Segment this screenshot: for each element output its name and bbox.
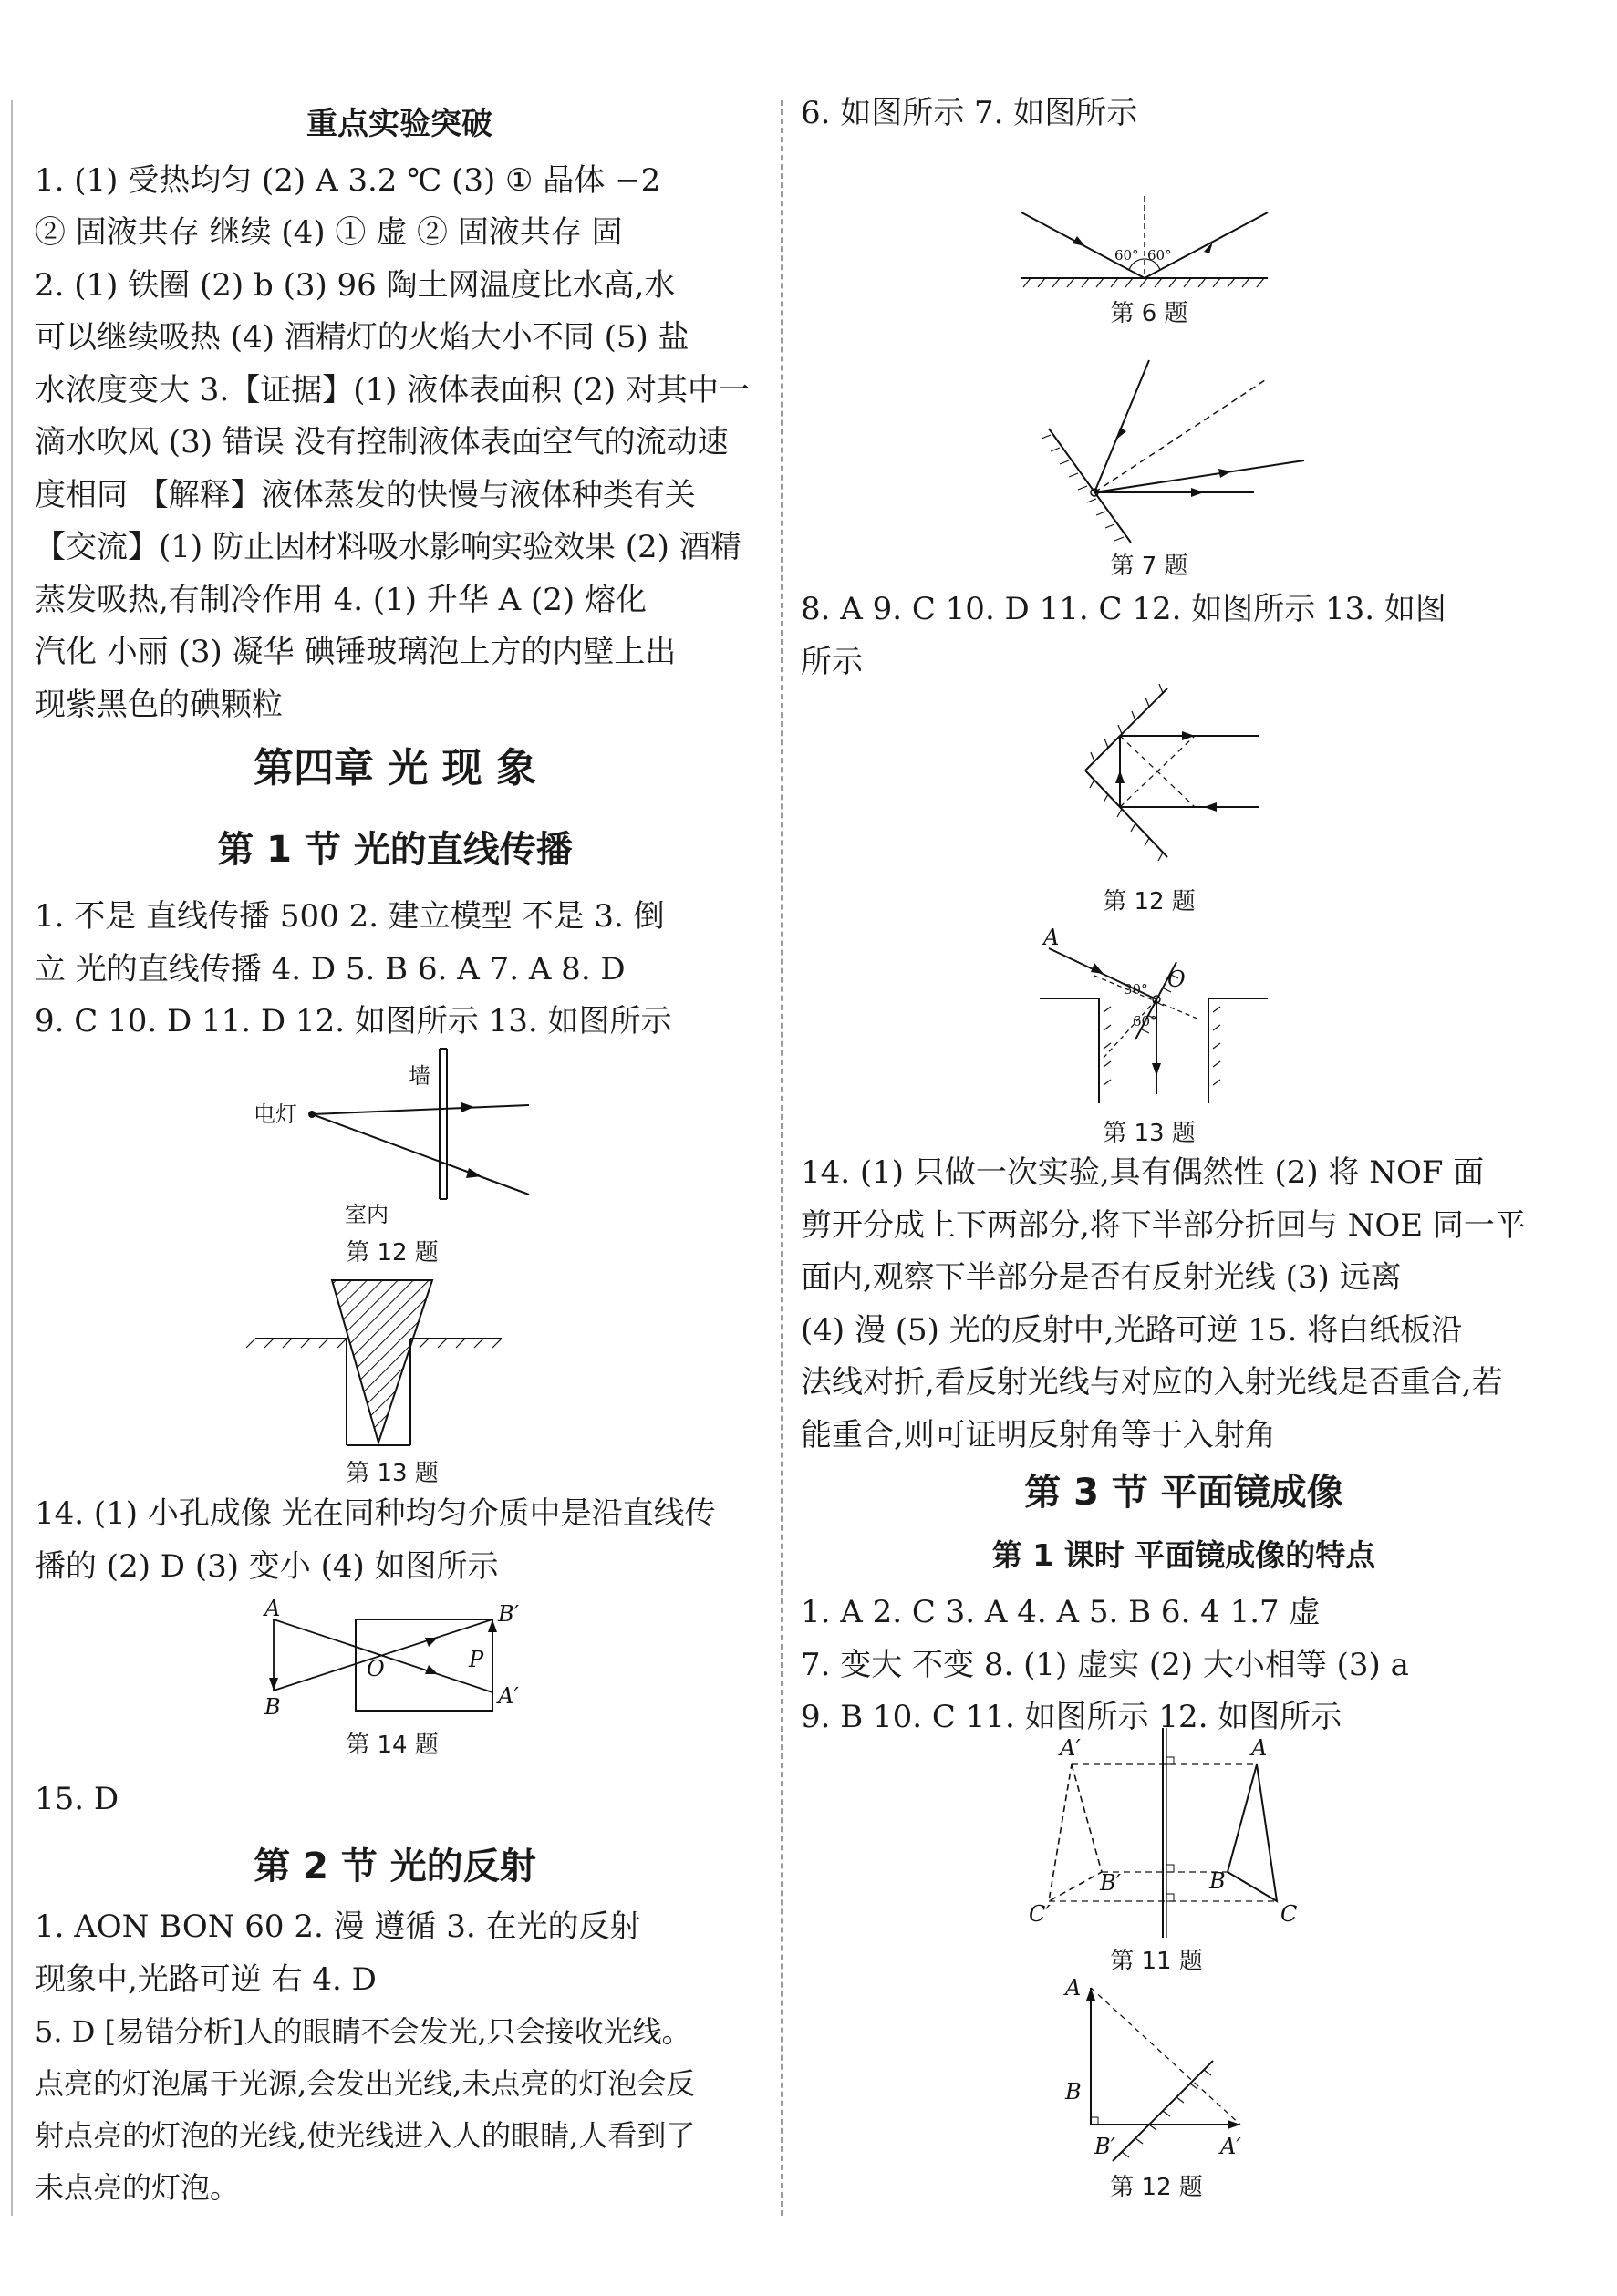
exp-line: 现紫黑色的碘颗粒	[35, 686, 283, 723]
figure-lamp-wall	[246, 1049, 547, 1258]
page-edge	[11, 100, 13, 2216]
caption-6: 第 6 题	[1110, 300, 1188, 327]
fig13r-30: 30°	[1124, 981, 1148, 998]
caption-13: 第 13 题	[346, 1460, 439, 1487]
figure-reflection-6	[1012, 196, 1286, 305]
q15-answer: 15. D	[35, 1781, 119, 1817]
exp-line: 蒸发吸热,有制冷作用 4. (1) 升华 A (2) 熔化	[35, 581, 647, 618]
figure-mirror-triangle	[1021, 1728, 1304, 1938]
right-q14-15	[801, 1147, 1567, 1462]
answer-line: 9. B 10. C 11. 如图所示 12. 如图所示	[801, 1699, 1342, 1735]
caption-7: 第 7 题	[1110, 553, 1188, 580]
caption-13r: 第 13 题	[1103, 1120, 1196, 1147]
answer-line: 7. 变大 不变 8. (1) 虚实 (2) 大小相等 (3) a	[801, 1646, 1409, 1683]
answer-line: 9. C 10. D 11. D 12. 如图所示 13. 如图所示	[35, 1003, 672, 1039]
right-top-line: 6. 如图所示 7. 如图所示	[801, 95, 1138, 131]
fig14-O: O	[367, 1656, 385, 1681]
figure-diagonal-mirror	[1058, 1970, 1268, 2166]
analysis-line: 射点亮的灯泡的光线,使光线进入人的眼睛,人看到了	[35, 2118, 696, 2153]
lamp-label: 电灯	[254, 1101, 297, 1127]
fig11-C2: C′	[1029, 1901, 1051, 1927]
fig14-A2: A′	[498, 1683, 519, 1709]
answer-line: 现象中,光路可逆 右 4. D	[35, 1960, 377, 1998]
answer-line: 14. (1) 只做一次实验,具有偶然性 (2) 将 NOF 面	[801, 1154, 1485, 1191]
room-label: 室内	[345, 1202, 389, 1227]
exp-line: 【交流】(1) 防止因材料吸水影响实验效果 (2) 酒精	[35, 529, 741, 565]
answer-line: 面内,观察下半部分是否有反射光线 (3) 远离	[801, 1259, 1402, 1296]
exp-line: 2. (1) 铁圈 (2) b (3) 96 陶土网温度比水高,水	[35, 266, 676, 304]
fig6-angle-1: 60°	[1114, 247, 1139, 264]
fig12b-A: A	[1065, 1975, 1082, 2001]
section-2-title: 第 2 节 光的反射	[254, 1846, 536, 1887]
wall-label: 墙	[409, 1063, 430, 1089]
caption-11: 第 11 题	[1110, 1948, 1203, 1975]
answer-line: 剪开分成上下两部分,将下半部分折回与 NOE 同一平	[801, 1206, 1526, 1244]
s1-answers	[35, 891, 764, 1049]
caption-14: 第 14 题	[346, 1732, 439, 1759]
fig13r-O: O	[1167, 967, 1186, 992]
fig14-A: A	[264, 1596, 281, 1621]
answer-line: 能重合,则可证明反射角等于入射角	[801, 1416, 1276, 1453]
fig14-P: P	[469, 1647, 484, 1672]
answer-line: 法线对折,看反射光线与对应的入射光线是否重合,若	[801, 1364, 1503, 1401]
fig13r-A: A	[1043, 925, 1060, 950]
caption-12r: 第 12 题	[1103, 888, 1196, 915]
fig6-angle-2: 60°	[1147, 247, 1172, 264]
q5-analysis	[35, 2006, 764, 2214]
figure-corner-mirror	[1076, 679, 1277, 889]
right-answers-8-13	[801, 584, 1567, 688]
exp-line: 水浓度变大 3.【证据】(1) 液体表面积 (2) 对其中一	[35, 371, 750, 409]
fig11-B2: B′	[1100, 1870, 1122, 1896]
chapter-title: 第四章 光 现 象	[254, 745, 536, 791]
answer-line: 8. A 9. C 10. D 11. C 12. 如图所示 13. 如图	[801, 591, 1446, 627]
answer-line: 1. 不是 直线传播 500 2. 建立模型 不是 3. 倒	[35, 898, 665, 935]
caption-12b: 第 12 题	[1110, 2174, 1203, 2201]
exp-line: 滴水吹风 (3) 错误 没有控制液体表面空气的流动速	[35, 424, 729, 460]
exp-line: ② 固液共存 继续 (4) ① 虚 ② 固液共存 固	[35, 214, 623, 251]
caption-12: 第 12 题	[346, 1239, 439, 1267]
fig12b-A2: A′	[1220, 2134, 1241, 2159]
s3-answers	[801, 1587, 1567, 1744]
fig14-B: B	[264, 1694, 281, 1720]
fig11-B: B	[1209, 1868, 1226, 1894]
answer-line: 播的 (2) D (3) 变小 (4) 如图所示	[35, 1547, 499, 1585]
fig12b-B2: B′	[1094, 2134, 1116, 2159]
exp-line: 可以继续吸热 (4) 酒精灯的火焰大小不同 (5) 盐	[35, 319, 689, 356]
exp-line: 度相同 【解释】液体蒸发的快慢与液体种类有关	[35, 476, 696, 513]
figure-periscope	[1031, 921, 1295, 1117]
figure-well	[246, 1277, 520, 1459]
section-1-title: 第 1 节 光的直线传播	[217, 829, 573, 871]
experiment-title: 重点实验突破	[306, 106, 492, 142]
answer-line: 14. (1) 小孔成像 光在同种均匀介质中是沿直线传	[35, 1495, 716, 1532]
fig12b-B: B	[1065, 2079, 1082, 2105]
exp-line: 汽化 小丽 (3) 凝华 碘锤玻璃泡上方的内壁上出	[35, 634, 677, 670]
exp-line: 1. (1) 受热均匀 (2) A 3.2 ℃ (3) ① 晶体 −2	[35, 161, 661, 199]
answer-line: 1. A 2. C 3. A 4. A 5. B 6. 4 1.7 虚	[801, 1594, 1321, 1630]
q14-answers	[35, 1488, 764, 1593]
left-column	[35, 98, 764, 731]
figure-pinhole	[255, 1596, 547, 1729]
fig13r-60: 60°	[1133, 1013, 1157, 1029]
figure-reflection-7	[1040, 351, 1332, 570]
fig14-B2: B′	[498, 1601, 520, 1627]
s2-answers	[35, 1901, 764, 2006]
answer-line: 立 光的直线传播 4. D 5. B 6. A 7. A 8. D	[35, 950, 626, 988]
answer-line: (4) 漫 (5) 光的反射中,光路可逆 15. 将白纸板沿	[801, 1311, 1463, 1349]
analysis-line: 未点亮的灯泡。	[35, 2170, 240, 2205]
fig11-A: A	[1251, 1735, 1268, 1761]
answer-line: 所示	[801, 643, 863, 680]
lesson-1-title: 第 1 课时 平面镜成像的特点	[991, 1537, 1376, 1573]
answer-line: 1. AON BON 60 2. 漫 遵循 3. 在光的反射	[35, 1908, 641, 1945]
column-divider	[781, 100, 783, 2216]
section-3-title: 第 3 节 平面镜成像	[1024, 1472, 1343, 1514]
analysis-line: 点亮的灯泡属于光源,会发出光线,未点亮的灯泡会反	[35, 2066, 696, 2101]
fig11-C: C	[1280, 1901, 1298, 1927]
fig11-A2: A′	[1060, 1735, 1081, 1761]
analysis-line: 5. D [易错分析]人的眼睛不会发光,只会接收光线。	[35, 2014, 691, 2049]
